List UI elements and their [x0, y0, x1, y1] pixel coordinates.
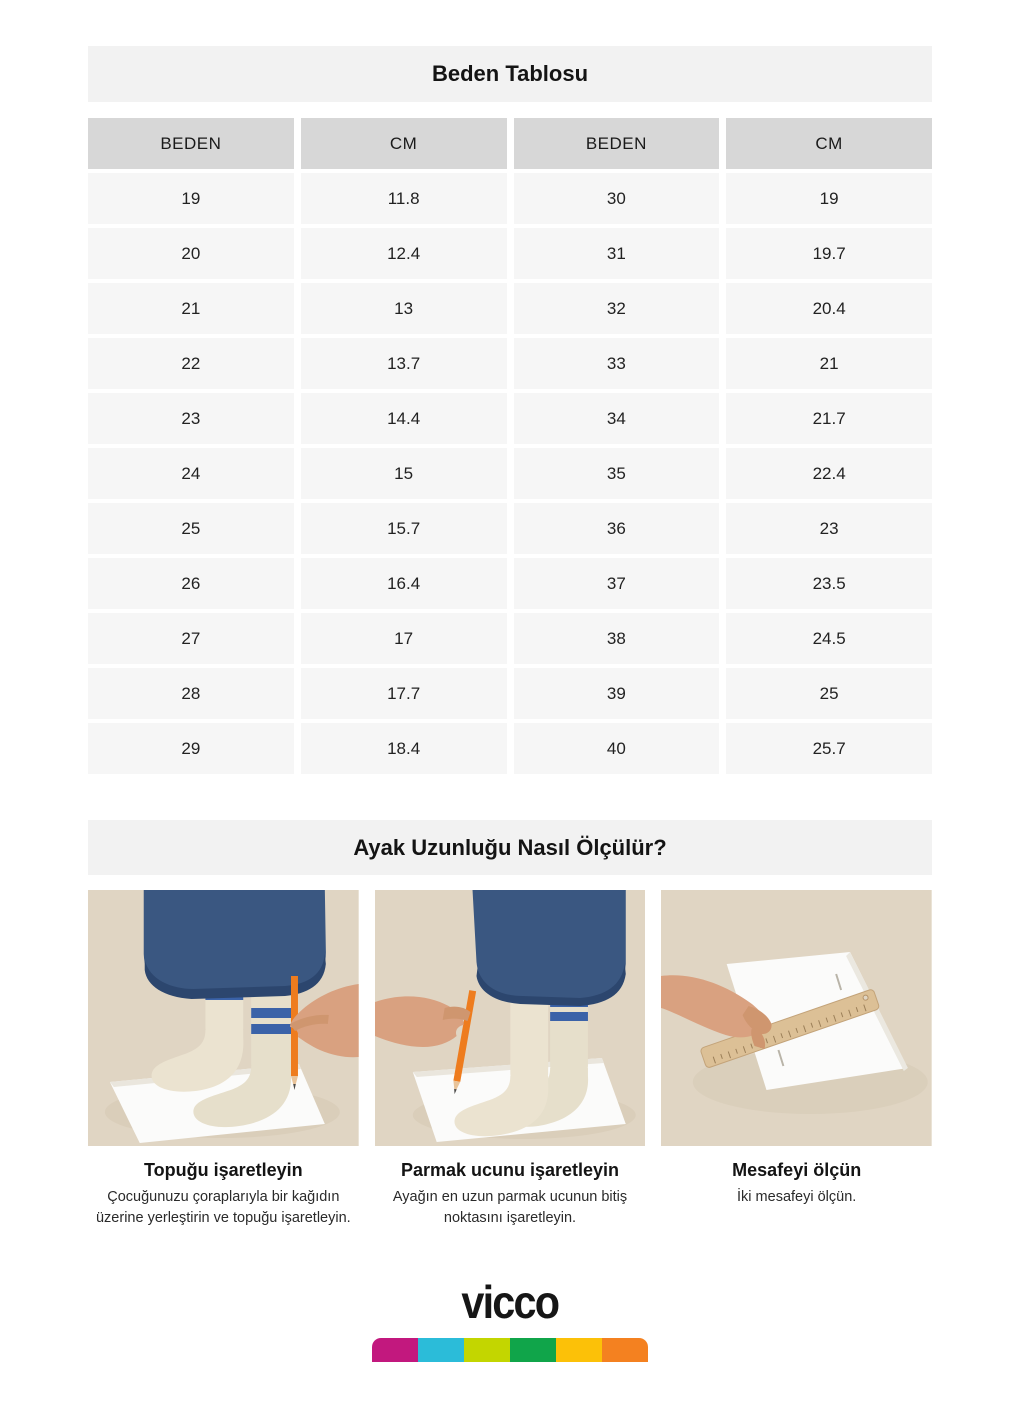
size-table-header: BEDEN: [514, 118, 720, 169]
rainbow-segment-green: [510, 1338, 556, 1362]
vicco-logo: vicco: [461, 1276, 559, 1329]
size-cell: 17.7: [301, 668, 507, 719]
size-cell: 34: [514, 393, 720, 444]
size-cell: 38: [514, 613, 720, 664]
size-cell: 19: [88, 173, 294, 224]
step-measure-distance: [661, 890, 932, 1229]
size-cell: 20: [88, 228, 294, 279]
page-title: [88, 46, 932, 102]
step-description: Ayağın en uzun parmak ucunun bitiş noktasını işaretleyin.: [392, 1189, 628, 1227]
measure-section-title: [88, 820, 932, 875]
rainbow-segment-lime: [464, 1338, 510, 1362]
size-table-header: CM: [301, 118, 507, 169]
size-cell: 20.4: [726, 283, 932, 334]
size-cell: 22.4: [726, 448, 932, 499]
size-cell: 22: [88, 338, 294, 389]
size-cell: 21: [88, 283, 294, 334]
size-cell: 36: [514, 503, 720, 554]
size-cell: 19.7: [726, 228, 932, 279]
size-cell: 25: [726, 668, 932, 719]
size-cell: 23: [726, 503, 932, 554]
size-cell: 26: [88, 558, 294, 609]
page-title-text: Beden Tablosu: [431, 61, 589, 86]
size-guide-page: [88, 46, 932, 1362]
size-cell: 13: [301, 283, 507, 334]
size-cell: 12.4: [301, 228, 507, 279]
rainbow-segment-yellow: [556, 1338, 602, 1362]
rainbow-segment-magenta: [372, 1338, 418, 1362]
size-cell: 31: [514, 228, 720, 279]
step-title: Topuğu işaretleyin: [143, 1160, 303, 1180]
step-description: İki mesafeyi ölçün.: [737, 1189, 857, 1205]
child-feet-toe-marking-photo: [375, 890, 646, 1146]
size-table-header: BEDEN: [88, 118, 294, 169]
size-cell: 30: [514, 173, 720, 224]
size-cell: 13.7: [301, 338, 507, 389]
step-title: Parmak ucunu işaretleyin: [400, 1160, 620, 1180]
step-title: Mesafeyi ölçün: [732, 1160, 862, 1180]
rainbow-segment-orange: [602, 1338, 648, 1362]
size-cell: 25: [88, 503, 294, 554]
size-cell: 21.7: [726, 393, 932, 444]
size-cell: 29: [88, 723, 294, 774]
hand-ruler-measuring-photo: [661, 890, 932, 1146]
size-cell: 40: [514, 723, 720, 774]
size-cell: 23.5: [726, 558, 932, 609]
size-cell: 15: [301, 448, 507, 499]
child-feet-heel-marking-photo: [88, 890, 359, 1146]
size-cell: 27: [88, 613, 294, 664]
size-cell: 11.8: [301, 173, 507, 224]
size-table: [88, 118, 932, 774]
step-description: Çocuğunuzu çoraplarıyla bir kağıdın üzerine yerleştirin ve topuğu işaretleyin.: [95, 1189, 351, 1227]
size-cell: 24: [88, 448, 294, 499]
pencil: [291, 976, 298, 1090]
footer: [88, 1276, 932, 1362]
size-cell: 23: [88, 393, 294, 444]
size-cell: 32: [514, 283, 720, 334]
measure-steps: [88, 890, 932, 1229]
size-cell: 28: [88, 668, 294, 719]
size-cell: 35: [514, 448, 720, 499]
size-table-header: CM: [726, 118, 932, 169]
size-cell: 33: [514, 338, 720, 389]
size-cell: 37: [514, 558, 720, 609]
size-cell: 24.5: [726, 613, 932, 664]
size-cell: 17: [301, 613, 507, 664]
size-cell: 39: [514, 668, 720, 719]
size-cell: 21: [726, 338, 932, 389]
rainbow-segment-cyan: [418, 1338, 464, 1362]
size-cell: 14.4: [301, 393, 507, 444]
size-cell: 15.7: [301, 503, 507, 554]
size-cell: 16.4: [301, 558, 507, 609]
jeans: [460, 890, 625, 1006]
size-cell: 18.4: [301, 723, 507, 774]
step-mark-heel: [88, 890, 359, 1229]
measure-section-title-text: Ayak Uzunluğu Nasıl Ölçülür?: [353, 834, 667, 860]
jeans: [144, 890, 326, 999]
size-cell: 19: [726, 173, 932, 224]
step-mark-toe: [375, 890, 646, 1229]
size-cell: 25.7: [726, 723, 932, 774]
rainbow-bar: [372, 1338, 648, 1362]
